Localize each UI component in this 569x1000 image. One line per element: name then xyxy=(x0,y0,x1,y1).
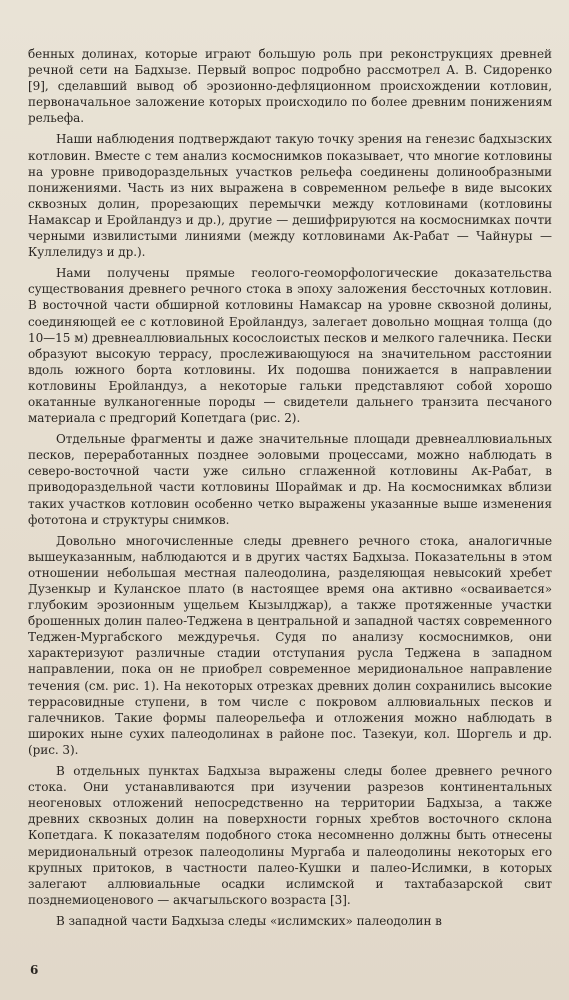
paragraph: В западной части Бадхыза следы «ислимских» палеодолин в xyxy=(56,913,442,928)
body-text xyxy=(28,46,552,934)
paragraph: Наши наблюдения подтверждают такую точку зрения на генезис бадхызских котловин. Вместе с тем анализ космоснимков показывает, что многие котловины на уровне приводораздельных участков рельефа соединены долинообразными понижениями. Часть из них выражена в современном рельефе в виде высоких сквозных долин, прорезающих перемычки между котловинами (котловины Намаксар и Еройландуз и др.), другие — дешифрируются на космоснимках почти черными извилистыми линиями (между котловинами Ак-Рабат — Чайнуры — Куллелидуз и др.). xyxy=(28,132,552,260)
paragraph: Отдельные фрагменты и даже значительные площади древнеаллювиальных песков, переработанных позднее эоловыми процессами, можно наблюдать в северо-восточной части уже сильно сглаженной котловины Ак-Рабат, в приводораздельной части котловины Шораймак и др. На космоснимках вблизи таких участков котловин особенно четко выражены указанные выше изменения фототона и структуры снимков. xyxy=(28,432,552,527)
paragraph: В отдельных пунктах Бадхыза выражены следы более древнего речного стока. Они устанавливаются при изучении разрезов континентальных неогеновых отложений непосредственно на территории Бадхыза, а также древних сквозных долин на поверхности горных хребтов восточного склона Копетдага. К показателям подобного стока несомненно должны быть отнесены меридиональный отрезок палеодолины Мургаба и палеодолины некоторых его крупных притоков, в частности палео-Кушки и палео-Ислимки, в которых залегают аллювиальные осадки ислимской и тахтабазарской свит позднемиоценового — акчагыльского возраста [3]. xyxy=(28,764,552,907)
page-number: 6 xyxy=(30,963,39,977)
paragraph: Нами получены прямые геолого-геоморфологические доказательства существования древнего речного стока в эпоху заложения бессточных котловин. В восточной части обширной котловины Намаксар на уровне сквозной долины, соединяющей ее с котловиной Еройландуз, залегает довольно мощная толща (до 10—15 м) древнеаллювиальных косослоистых песков и мелкого галечника. Пески образуют высокую террасу, прослеживающуюся на значительном расстоянии вдоль южного борта котловины. Их подошва понижается в направлении котловины Еройландуз, а некоторые гальки представляют собой хорошо окатанные вулканогенные породы — свидетели дальнего транзита песчаного материала с предгорий Копетдага (рис. 2). xyxy=(28,266,552,426)
paragraph: бенных долинах, которые играют большую роль при реконструкциях древней речной сети на Бадхызе. Первый вопрос подробно рассмотрел А. В. Сидоренко [9], сделавший вывод об эрозионно-дефляционном происхождении котловин, первоначальное заложение которых происходило по более древним понижениям рельефа. xyxy=(28,47,552,126)
paragraph: Довольно многочисленные следы древнего речного стока, аналогичные вышеуказанным, наблюдаются и в других частях Бадхыза. Показательны в этом отношении небольшая местная палеодолина, разделяющая невысокий хребет Дузенкыр и Куланское плато (в настоящее время она активно «осваивается» глубоким эрозионным ущельем Кызылджар), а также протяженные участки брошенных долин палео-Теджена в центральной и западной частях современного Теджен-Мургабского междуречья. Судя по анализу космоснимков, они характеризуют различные стадии отступания русла Теджена в западном направлении, пока он не приобрел современное меридиональное направление течения (см. рис. 1). На некоторых отрезках древних долин сохранились высокие террасовидные ступени, в том числе с покровом аллювиальных песков и галечников. Такие формы палеорельефа и отложения можно наблюдать в широких ныне сухих палеодолинах в районе пос. Тазекуи, кол. Шоргель и др. (рис. 3). xyxy=(28,533,552,757)
